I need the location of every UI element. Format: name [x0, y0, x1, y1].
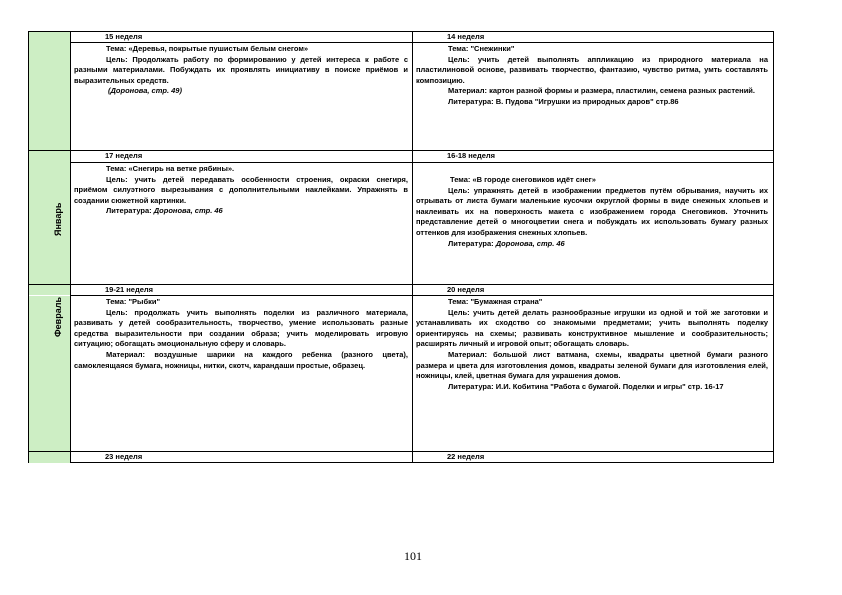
lesson-materials: Материал: большой лист ватмана, схемы, квадраты цветной бумаги разного размера и цвета для изготовления домов, квадраты зеленой бумаги для изготовления елей, ножницы, клей, цветная бумага для украшения домов.: [416, 349, 768, 381]
lesson-literature: Литература: В. Пудова "Игрушки из природных даров" стр.86: [448, 96, 679, 106]
row-rule: [70, 162, 773, 163]
literature-label: Литература:: [106, 206, 152, 216]
lesson-literature: Литература: И.И. Кобитина "Работа с бумагой. Поделки и игры" стр. 16-17: [448, 381, 724, 391]
row-rule: [70, 42, 773, 43]
literature-label: Литература:: [448, 238, 494, 248]
lesson-literature: [74, 206, 408, 217]
row-rule: [70, 295, 773, 296]
lesson-goal: Цель: учить детей делать разнообразные игрушки из одной и той же заготовки и устанавливать их сходство со знакомыми предметами; учить выполнять поделку ориентируясь на схемы; развивать конструктивное мышление и сообразительность; расширять личный и игровой опыт; обогащать словарь.: [416, 307, 768, 349]
week-header: 15 неделя: [105, 32, 143, 41]
lesson-materials: Материал: воздушные шарики на каждого ребенка (разного цвета), самоклеящаяся бумага, ножницы, нитки, скотч, карандаши простые, образец.: [74, 349, 408, 370]
month-column-january: [29, 151, 70, 295]
lesson-cell: [416, 297, 768, 392]
literature-ref: Доронова, стр. 46: [153, 206, 223, 216]
week-header: 14 неделя: [447, 32, 485, 41]
plan-table: [28, 31, 774, 463]
lesson-theme: Тема: «Деревья, покрытые пушистым белым снегом»: [106, 44, 309, 53]
month-label-february: Февраль: [53, 297, 63, 337]
lesson-goal: Цель: Продолжать работу по формированию у детей интереса к работе с разными материалами. Побуждать их проявлять инициативу в поиске приёмов и выразительных средств.: [74, 54, 408, 85]
lesson-goal: Цель: продолжать учить выполнять поделки из различного материала, развивать у детей сообразительность, творчество, умение использовать разные средства выразительности при создании образа; учить моделировать игровую ситуацию; обогащать эмоциональную сферу и словарь.: [74, 307, 408, 349]
week-header: 23 неделя: [105, 452, 143, 461]
lesson-theme: Тема: "Бумажная страна": [448, 297, 543, 306]
lesson-theme: Тема: "Снежинки": [448, 44, 515, 53]
lesson-literature: [416, 239, 768, 250]
literature-ref: Доронова, стр. 46: [495, 238, 565, 248]
lesson-theme: Тема: «Снегирь на ветке рябины».: [106, 164, 235, 173]
lesson-cell: [74, 164, 408, 217]
week-header: 17 неделя: [105, 151, 143, 160]
month-label-january: Январь: [53, 202, 63, 236]
lesson-materials: Материал: картон разной формы и размера, пластилин, семена разных растений.: [448, 86, 756, 96]
week-header: 19-21 неделя: [105, 285, 154, 294]
lesson-cell: [416, 44, 768, 108]
lesson-cell: [74, 297, 408, 371]
week-header: 22 неделя: [447, 452, 485, 461]
lesson-goal: Цель: упражнять детей в изображении предметов путём обрывания, научить их отрывать от листа бумаги маленькие кусочки округлой формы в виде снежных хлопьев и наклеивать их на поверхность макета с изображением города Снеговиков. Уточнить представление детей о многоцветии снега и побуждать их использовать бумагу разных оттенков для изображения снежных хлопьев.: [416, 185, 768, 237]
month-column-top: [29, 32, 70, 150]
page-number: 101: [404, 549, 422, 563]
column-divider-left: [70, 32, 71, 462]
week-header: 20 неделя: [447, 285, 485, 294]
week-header: 16-18 неделя: [447, 151, 496, 160]
lesson-theme: Тема: "Рыбки": [106, 297, 160, 306]
column-divider-middle: [412, 32, 413, 462]
lesson-goal: Цель: учить детей выполнять аппликацию из природного материала на пластилиновой основе, развивать творчество, фантазию, чувство ритма, умть составлять композицию.: [416, 54, 768, 85]
lesson-theme: Тема: «В городе снеговиков идёт снег»: [450, 175, 596, 184]
lesson-goal: Цель: учить детей передавать особенности строения, окраски снегиря, приёмом силуэтного вырезывания с дополнительными наклейками. Упражнять в создании сюжетной картинки.: [74, 174, 408, 205]
lesson-cell: [74, 44, 408, 97]
lesson-cell: [416, 175, 768, 249]
lesson-reference: (Доронова, стр. 49): [108, 86, 182, 96]
month-column-february: [29, 296, 70, 463]
